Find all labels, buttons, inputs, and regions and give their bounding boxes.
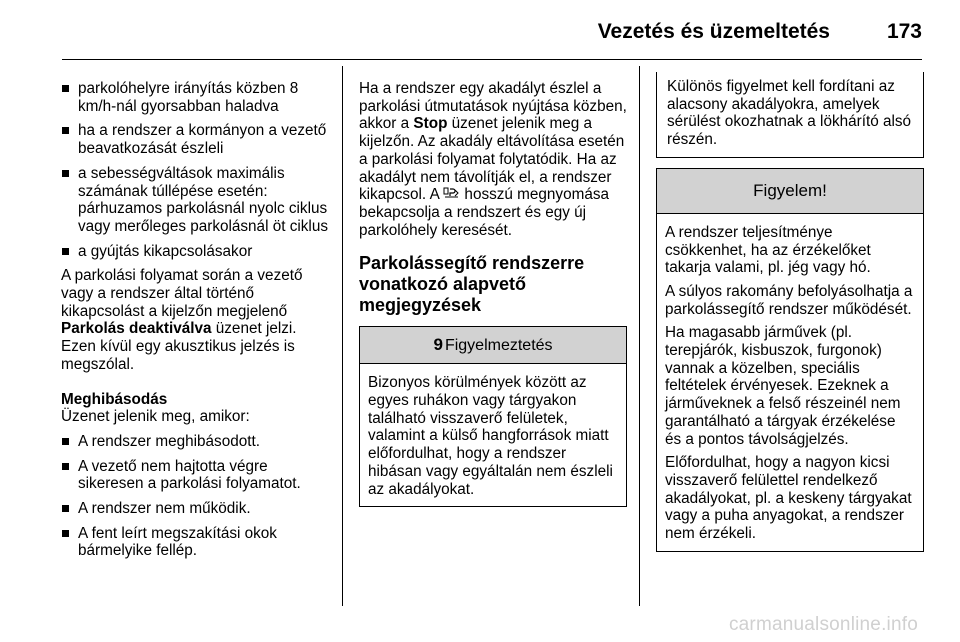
column-divider — [342, 66, 343, 606]
para-text: üzenet jelenik meg a kijelzőn. Az akadály eltávolítása esetén a parkolási folyamat folytatódik. Ha az akadályt nem távolítják el, a rendszer kikapcsol. A — [359, 115, 625, 204]
header-title: Vezetés és üzemeltetés — [597, 20, 830, 43]
list-item: ha a rendszer a kormányon a vezető beavatkozását észleli — [61, 122, 329, 157]
para-text: hosszú megnyomása bekapcsolja a rendszert és egy új parkolóhely keresését. — [359, 186, 609, 239]
list-item: A vezető nem hajtotta végre sikeresen a parkolási folyamatot. — [61, 458, 329, 493]
para-text: Ha a rendszer egy akadályt észlel a parkolási útmutatások nyújtása közben, akkor a — [359, 80, 627, 133]
warning-box-header — [359, 326, 627, 364]
caution-box — [656, 214, 924, 552]
para-bold-text: Stop — [413, 115, 448, 133]
list-item: a sebességváltások maximális számának túllépése esetén: párhuzamos parkolásnál nyolc ciklus vagy merőleges parkolásnál öt ciklus — [61, 165, 329, 236]
header-rule — [62, 59, 922, 60]
column-3 — [656, 72, 924, 552]
warning-title: Figyelmeztetés — [444, 337, 553, 355]
fault-heading: Meghibásodás — [61, 390, 168, 408]
warning-box — [359, 364, 627, 507]
column-2 — [359, 80, 627, 507]
caution-paragraph: Ha magasabb járművek (pl. terepjárók, kisbuszok, furgonok) vannak a közelben, speciális feltételek érvényesek. Ezeknek a járműveknek a felső részeinél nem garantálható a tárgyak érzékelése és a pontos távolságjelzés. — [665, 324, 901, 448]
warning-text: Bizonyos körülmények között az egyes ruhákon vagy tárgyakon található visszaverő felületek, valamint a külső hangforrások miatt előfordulhat, hogy a rendszer hibásan vagy egyáltalán nem észleli az akadályokat. — [368, 374, 613, 498]
note-box — [656, 72, 924, 158]
deactivation-paragraph — [61, 267, 329, 373]
parking-assist-button-icon — [443, 187, 460, 200]
column-divider — [639, 66, 640, 606]
list-item: a gyújtás kikapcsolásakor — [61, 243, 329, 261]
fault-intro: Üzenet jelenik meg, amikor: — [61, 408, 250, 426]
list-item: A rendszer nem működik. — [61, 500, 329, 518]
para-bold-text: Parkolás deaktiválva — [61, 320, 212, 338]
note-text: Különös figyelmet kell fordítani az alacsony akadályokra, amelyek sérülést okozhatnak a lökhárító alsó részén. — [667, 78, 912, 149]
caution-paragraph: Előfordulhat, hogy a nagyon kicsi visszaverő felülettel rendelkező akadályokat, pl. a keskeny tárgyakat vagy a puha anyagokat, a rendszer nem érzékeli. — [665, 454, 912, 543]
list-item: parkolóhelyre irányítás közben 8 km/h-nál gyorsabban haladva — [61, 80, 329, 115]
para-text: üzenet jelzi. Ezen kívül egy akusztikus jelzés is megszólal. — [61, 320, 297, 373]
caution-paragraph: A rendszer teljesítménye csökkenhet, ha az érzékelőket takarja valami, pl. jég vagy hó. — [665, 223, 871, 277]
list-item: A rendszer meghibásodott. — [61, 433, 329, 451]
page-number: 173 — [886, 20, 922, 43]
warning-icon: 9 — [433, 335, 443, 355]
column-1 — [61, 80, 329, 567]
watermark: carmanualsonline.info — [728, 614, 918, 635]
caution-paragraph: A súlyos rakomány befolyásolhatja a parkolássegítő rendszer működését. — [665, 282, 913, 318]
para-text: A parkolási folyamat során a vezető vagy a rendszer által történő kikapcsolást a kijelzőn megjelenő — [61, 267, 303, 320]
section-heading: Parkolássegítő rendszerre vonatkozó alapvető megjegyzések — [359, 253, 585, 316]
list-item: A fent leírt megszakítási okok bármelyike fellép. — [61, 525, 329, 560]
caution-box-header: Figyelem! — [656, 168, 924, 214]
stop-paragraph — [359, 80, 627, 239]
